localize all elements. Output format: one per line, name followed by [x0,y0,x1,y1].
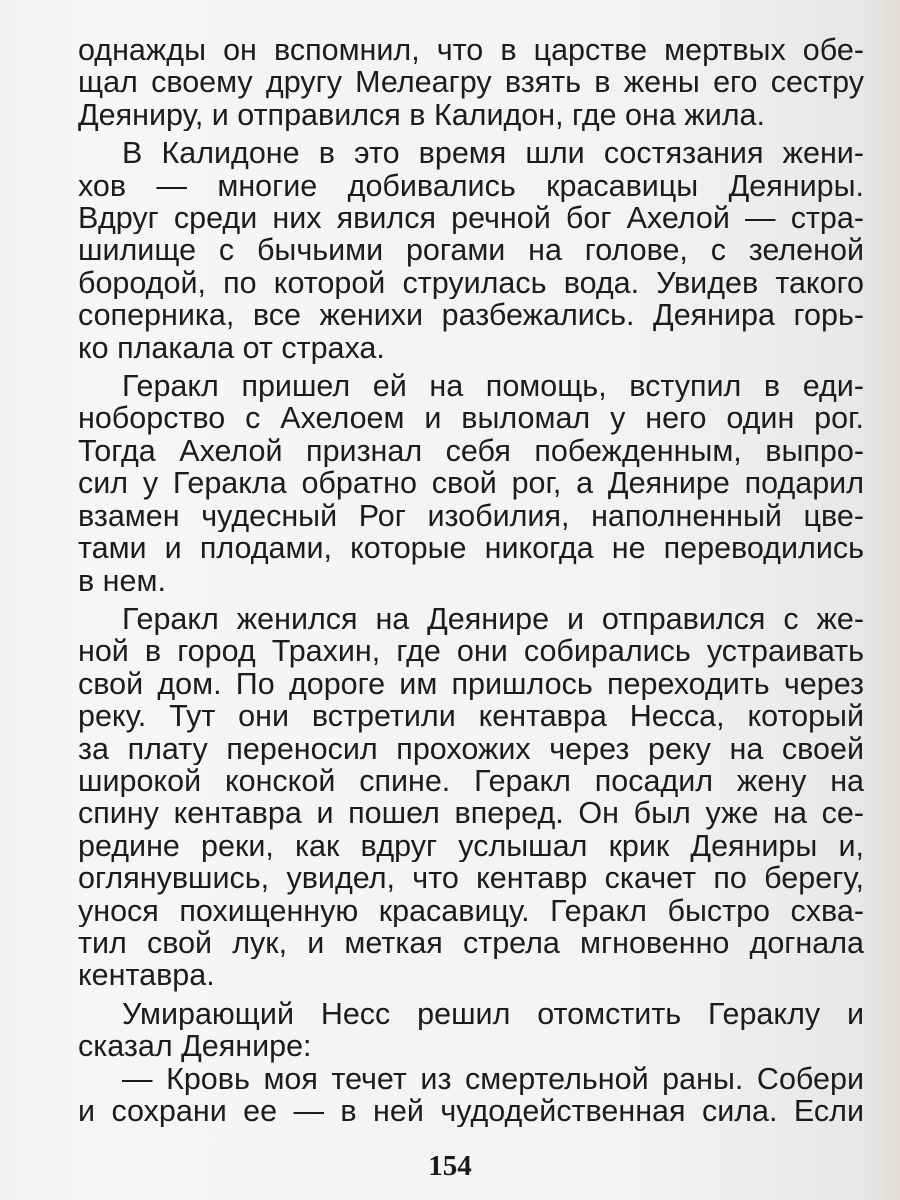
text-line: за плату переносил прохожих через реку на своей [78,732,864,765]
paragraph [78,34,864,131]
text-line: — Кровь моя течет из смертельной раны. Собери [122,1062,864,1095]
text-line: кентавра. [78,959,215,992]
text-line: ноборство с Ахелоем и выломал у него один рог. [78,402,864,435]
paragraph [78,370,864,597]
text-line: спину кентавра и пошел вперед. Он был уже на се- [78,797,864,830]
text-line: однажды он вспомнил, что в царстве мертвых обе- [78,34,864,67]
text-line: бородой, по которой струилась вода. Увидев такого [78,266,864,300]
text-line: унося похищенную красавицу. Геракл быстро схва- [78,894,864,927]
text-line: в нем. [78,564,166,597]
text-line: ко плакала от страха. [78,331,385,365]
text-line: взамен чудесный Рог изобилия, наполненный цве- [78,499,864,533]
text-line: В Калидоне в это время шли состязания жени- [122,137,864,170]
text-line: оглянувшись, увидел, что кентавр скачет по берегу, [78,862,864,895]
paragraph [78,603,864,992]
text-line: хов — многие добивались красавицы Деяниры. [78,169,864,203]
body-text [78,34,864,1127]
text-line: ной в город Трахин, где они собирались устраивать [78,635,864,668]
paragraph [78,137,864,364]
paragraph [78,1063,864,1128]
text-line: Вдруг среди них явился речной бог Ахелой — стра- [78,202,864,235]
text-line: редине реки, как вдруг услышал крик Деяниры и, [78,829,864,863]
text-line: реку. Тут они встретили кентавра Несса, который [78,700,864,733]
text-line: сказал Деянире: [78,1030,312,1063]
text-line: тил свой лук, и меткая стрела мгновенно догнала [78,926,864,960]
text-line: Геракл пришел ей на помощь, вступил в еди- [122,370,864,403]
text-line: Умирающий Несс решил отомстить Гераклу и [122,997,864,1031]
paragraph [78,998,864,1063]
text-line: щал своему другу Мелеагру взять в жены его сестру [78,66,864,99]
text-line: шилище с бычьими рогами на голове, с зеленой [78,234,864,267]
text-line: сил у Геракла обратно свой рог, а Деянире подарил [78,467,864,500]
text-line: Геракл женился на Деянире и отправился с же- [122,602,864,636]
text-line: Тогда Ахелой признал себя побежденным, выпро- [78,434,864,468]
text-line: и сохрани ее — в ней чудодейственная сила. Если [78,1095,864,1128]
text-line: свой дом. По дороге им пришлось переходить через [78,667,864,701]
text-line: широкой конской спине. Геракл посадил жену на [78,764,864,798]
text-line: тами и плодами, которые никогда не переводились [78,532,864,565]
text-line: соперника, все женихи разбежались. Деянира горь- [78,299,864,332]
page-number: 154 [428,1150,472,1182]
text-line: Деяниру, и отправился в Калидон, где она жила. [78,98,765,132]
